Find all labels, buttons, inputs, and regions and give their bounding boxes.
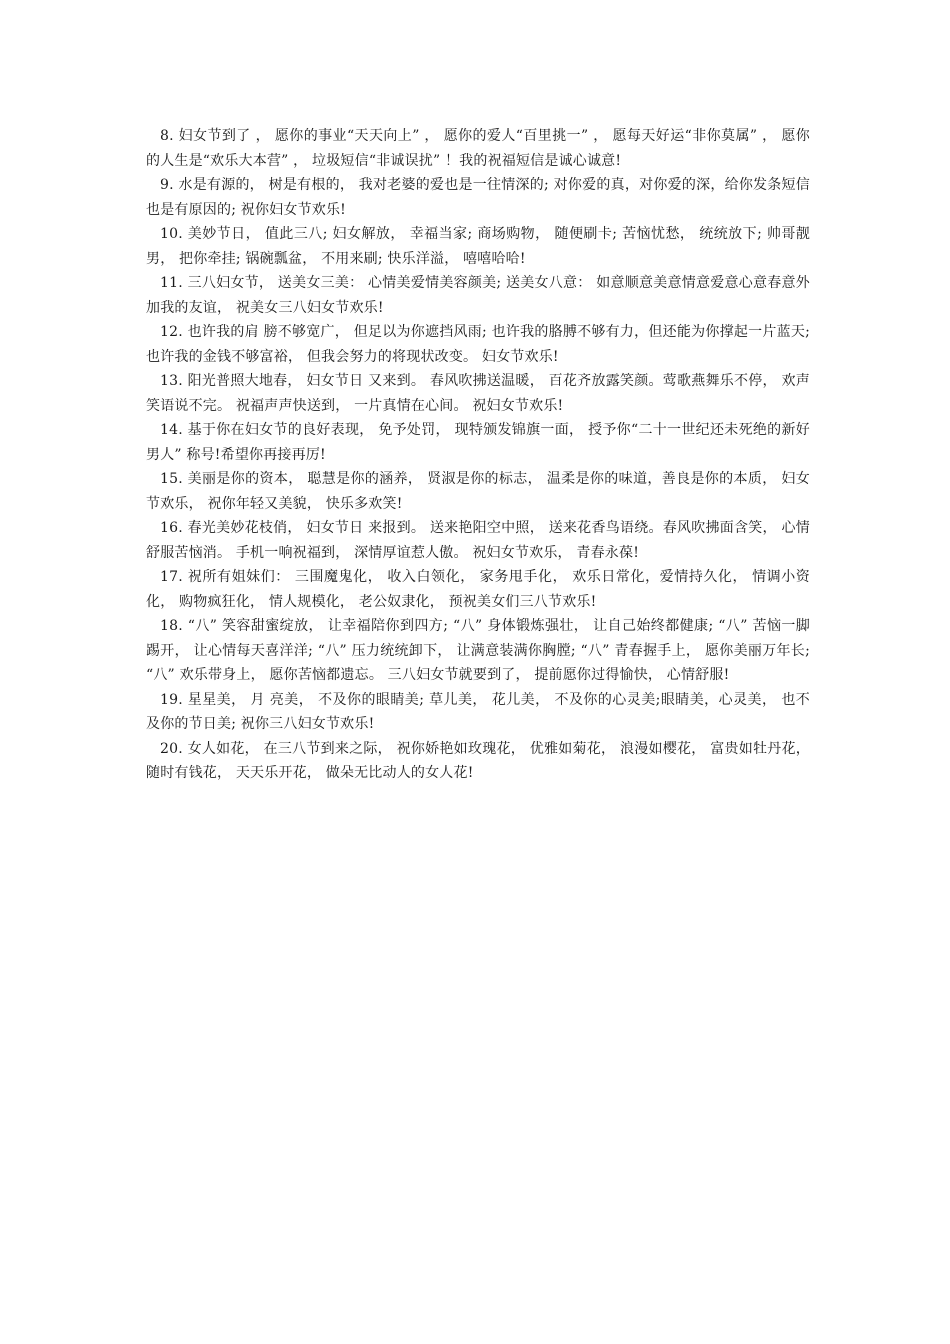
paragraph-10: 10. 美妙节日， 值此三八; 妇女解放， 幸福当家; 商场购物， 随便刷卡; 苦恼忧愁， 统统放下; 帅哥靓男， 把你牵挂; 锅碗瓢盆， 不用来刷; 快乐洋溢， 嘻嘻哈哈!	[146, 226, 810, 267]
paragraph-14: 14. 基于你在妇女节的良好表现， 免予处罚， 现特颁发锦旗一面， 授予你“二十一世纪还未死绝的新好男人” 称号!希望你再接再厉!	[146, 422, 810, 463]
paragraph-9: 9. 水是有源的， 树是有根的， 我对老婆的爱也是一往情深的; 对你爱的真，对你爱的深，给你发条短信也是有原因的; 祝你妇女节欢乐!	[146, 177, 810, 218]
paragraph-15: 15. 美丽是你的资本， 聪慧是你的涵养， 贤淑是你的标志， 温柔是你的味道，善良是你的本质， 妇女节欢乐， 祝你年轻又美貌， 快乐多欢笑!	[146, 471, 810, 512]
paragraph-8: 8. 妇女节到了 ， 愿你的事业“天天向上” ， 愿你的爱人“百里挑一” ， 愿每天好运“非你莫属” ， 愿你的人生是“欢乐大本营” ， 垃圾短信“非诚误扰” ！我的祝福短信是诚心诚意!	[146, 128, 810, 169]
paragraph-11: 11. 三八妇女节， 送美女三美： 心情美爱情美容颜美; 送美女八意： 如意顺意美意情意爱意心意春意外加我的友谊， 祝美女三八妇女节欢乐!	[146, 275, 810, 316]
paragraph-13: 13. 阳光普照大地春， 妇女节日 又来到。 春风吹拂送温暖， 百花齐放露笑颜。莺歌燕舞乐不停， 欢声笑语说不完。 祝福声声快送到， 一片真情在心间。 祝妇女节欢乐!	[146, 373, 810, 414]
paragraph-19: 19. 星星美， 月 亮美， 不及你的眼睛美; 草儿美， 花儿美， 不及你的心灵美;眼睛美，心灵美， 也不及你的节日美; 祝你三八妇女节欢乐!	[146, 691, 810, 732]
paragraph-20: 20. 女人如花， 在三八节到来之际， 祝你娇艳如玫瑰花， 优雅如菊花， 浪漫如樱花， 富贵如牡丹花， 随时有钱花， 天天乐开花， 做朵无比动人的女人花!	[146, 740, 810, 781]
paragraph-12: 12. 也许我的肩 膀不够宽广， 但足以为你遮挡风雨; 也许我的胳膊不够有力，但还能为你撑起一片蓝天; 也许我的金钱不够富裕， 但我会努力的将现状改变。 妇女节欢乐!	[146, 324, 810, 365]
paragraph-16: 16. 春光美妙花枝俏， 妇女节日 来报到。 送来艳阳空中照， 送来花香鸟语绕。春风吹拂面含笑， 心情舒服苦恼消。 手机一响祝福到， 深情厚谊惹人傲。 祝妇女节欢乐， 青春永葆!	[146, 520, 810, 561]
paragraph-17: 17. 祝所有姐妹们： 三围魔鬼化， 收入白领化， 家务甩手化， 欢乐日常化，爱情持久化， 情调小资化， 购物疯狂化， 情人规模化， 老公奴隶化， 预祝美女们三八节欢乐!	[146, 569, 810, 610]
paragraph-18: 18. “八” 笑容甜蜜绽放， 让幸福陪你到四方; “八” 身体锻炼强壮， 让自己始终都健康; “八” 苦恼一脚踢开， 让心情每天喜洋洋; “八” 压力统统卸下， 让满意装满你胸膛; “八” 青春握手上， 愿你美丽万年长; “八” 欢乐带身上， 愿你苦恼都遗忘。 三八妇女节就要到了， 提前愿你过得愉快， 心情舒服!	[146, 618, 810, 683]
document-body	[146, 124, 810, 786]
